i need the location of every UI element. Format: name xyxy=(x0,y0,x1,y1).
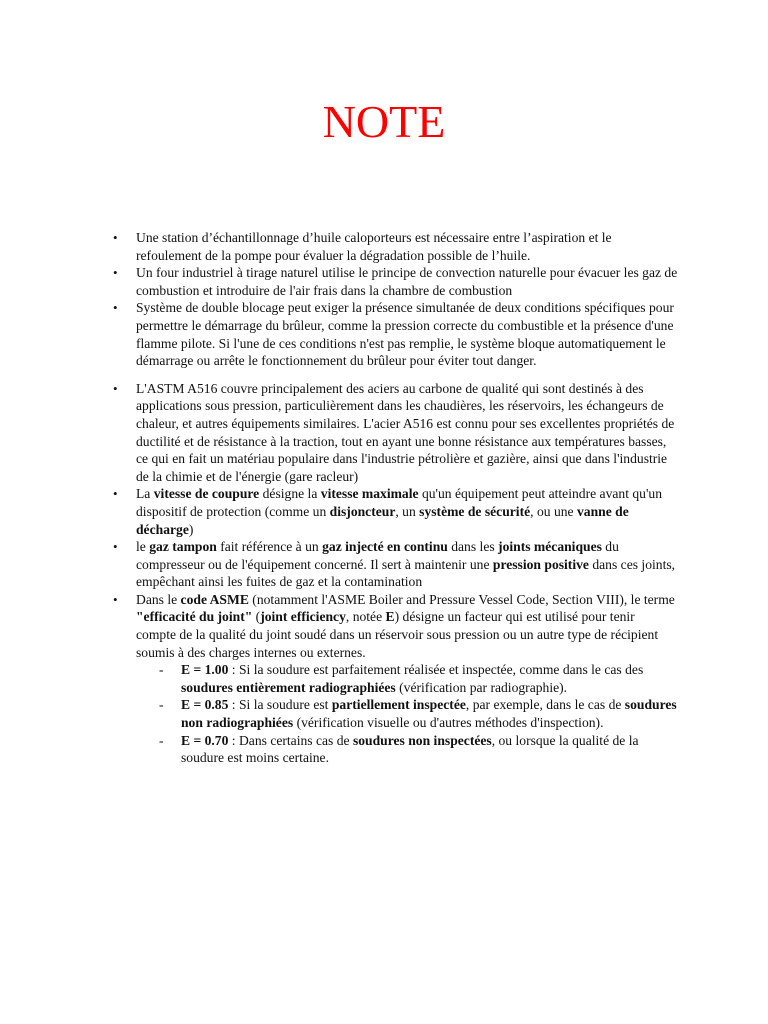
dash-bullet-icon: - xyxy=(159,697,164,713)
dash-bullet-icon: - xyxy=(159,662,164,678)
bullet-item xyxy=(113,485,678,538)
text-segment: Dans le xyxy=(136,591,181,607)
notes-content xyxy=(113,229,678,767)
bullet-text xyxy=(136,592,675,660)
bold-text-segment: vitesse de coupure xyxy=(153,486,260,502)
bold-text-segment: pression positive xyxy=(492,556,589,572)
bullet-text xyxy=(136,265,677,298)
bold-text-segment: joint efficiency xyxy=(260,609,346,625)
sub-list xyxy=(136,661,678,767)
text-segment: , par exemple, dans le cas de xyxy=(465,697,625,713)
text-segment: Système de double blocage peut exiger la présence simultanée de deux conditions spécifiques pour permettre le démarrage du brûleur, comme la pression correcte du combustible et la présence d'une flamme pilote. Si l'une de ces conditions n'est pas remplie, le système bloque automatiquement le démarrage ou arrête le fonctionnement du brûleur pour éviter tout danger. xyxy=(136,300,674,369)
bullet-point-icon: • xyxy=(113,380,118,396)
text-segment: dans les xyxy=(447,539,499,555)
bullet-item xyxy=(113,380,678,486)
text-segment: , notée xyxy=(345,609,386,625)
sub-list-item xyxy=(136,661,678,696)
bullet-text xyxy=(136,539,675,589)
bold-text-segment: E = 0.85 xyxy=(181,697,229,713)
bold-text-segment: "efficacité du joint" xyxy=(136,609,253,625)
text-segment: : Si la soudure est parfaitement réalisée et inspectée, comme dans le cas des xyxy=(228,662,644,678)
text-segment: ) désigne un facteur qui est utilisé pour tenir compte de la qualité du joint soudé dans un réservoir sous pression ou un autre type de récipient soumis à des charges internes ou externes. xyxy=(136,609,659,660)
bullet-item xyxy=(113,591,678,767)
text-segment: (vérification visuelle ou d'autres méthodes d'inspection). xyxy=(293,715,604,731)
text-segment: : Si la soudure est xyxy=(228,697,332,713)
bullet-point-icon: • xyxy=(113,300,118,316)
bold-text-segment: soudures entièrement radiographiées xyxy=(181,679,396,695)
bullet-text xyxy=(136,381,674,484)
bold-text-segment: E xyxy=(385,609,395,625)
sub-item-text xyxy=(181,662,643,695)
bullet-item xyxy=(113,299,678,369)
bold-text-segment: joints mécaniques xyxy=(498,539,602,555)
text-segment: L'ASTM A516 couvre principalement des aciers au carbone de qualité qui sont destinés à des applications sous pression, particulièrement dans les chaudières, les réservoirs, les échangeurs de chaleur, et autres équipements similaires. L'acier A516 est connu pour ses excellentes propriétés de ductilité et de résistance à la traction, tout en ayant une bonne résistance aux températures basses, ce qui en fait un matériau populaire dans l'industrie pétrolière et gazière, ainsi que dans l'industrie de la chimie et de l'énergie (gare racleur) xyxy=(136,380,675,484)
dash-bullet-icon: - xyxy=(159,732,164,748)
text-segment: ( xyxy=(252,609,261,625)
sub-item-text xyxy=(181,733,639,766)
bullet-item xyxy=(113,538,678,591)
bullet-text xyxy=(136,486,662,536)
bullet-point-icon: • xyxy=(113,230,118,245)
bold-text-segment: disjoncteur xyxy=(329,503,396,519)
bullet-item xyxy=(113,229,678,264)
bold-text-segment: soudures non radiographiées xyxy=(181,697,677,731)
text-segment: : Dans certains cas de xyxy=(228,732,353,748)
text-segment: du compresseur ou de l'équipement concerné. Il sert à maintenir une xyxy=(136,539,619,572)
bold-text-segment: système de sécurité xyxy=(419,503,531,519)
sub-list-item xyxy=(136,732,678,767)
text-segment: (notamment l'ASME Boiler and Pressure Vessel Code, Section VIII), le terme xyxy=(248,591,675,607)
bullet-point-icon: • xyxy=(113,265,118,281)
bold-text-segment: soudures non inspectées xyxy=(352,732,492,748)
bold-text-segment: E = 0.70 xyxy=(181,732,229,748)
text-segment: (vérification par radiographie). xyxy=(395,679,568,695)
bullet-text xyxy=(136,230,612,263)
bold-text-segment: vitesse maximale xyxy=(320,486,419,502)
sub-item-text xyxy=(181,697,677,730)
text-segment: , un xyxy=(395,503,420,519)
page-title: NOTE xyxy=(322,96,446,147)
text-segment: ) xyxy=(188,521,194,537)
sub-list-item xyxy=(136,696,678,731)
text-segment: qu'un équipement peut atteindre avant qu'un dispositif de protection (comme un xyxy=(136,486,663,519)
notes-bullet-list xyxy=(113,229,678,767)
text-segment: le xyxy=(136,539,150,555)
bold-text-segment: vanne de décharge xyxy=(136,503,629,537)
text-segment: dans ces joints, empêchant ainsi les fuites de gaz et la contamination xyxy=(136,556,676,590)
bullet-point-icon: • xyxy=(113,591,118,607)
text-segment: désigne la xyxy=(259,486,321,502)
text-segment: Une station d’échantillonnage d’huile caloporteurs est nécessaire entre l’aspiration et le refoulement de la pompe pour évaluer la dégradation possible de l’huile. xyxy=(136,230,612,263)
bullet-point-icon: • xyxy=(113,486,118,502)
bold-text-segment: partiellement inspectée xyxy=(331,697,466,713)
bullet-item xyxy=(113,264,678,299)
bold-text-segment: code ASME xyxy=(180,591,249,607)
bold-text-segment: gaz tampon xyxy=(149,539,217,555)
bold-text-segment: gaz injecté en continu xyxy=(322,539,448,555)
text-segment: Un four industriel à tirage naturel utilise le principe de convection naturelle pour évacuer les gaz de combustion et introduire de l'air frais dans la chambre de combustion xyxy=(136,265,678,298)
bold-text-segment: E = 1.00 xyxy=(181,662,229,678)
bullet-text xyxy=(136,300,674,368)
text-segment: fait référence à un xyxy=(216,539,323,555)
text-segment: , ou une xyxy=(530,503,577,519)
text-segment: La xyxy=(136,486,154,502)
bullet-point-icon: • xyxy=(113,539,118,555)
text-segment: , ou lorsque la qualité de la soudure est moins certaine. xyxy=(181,732,639,766)
